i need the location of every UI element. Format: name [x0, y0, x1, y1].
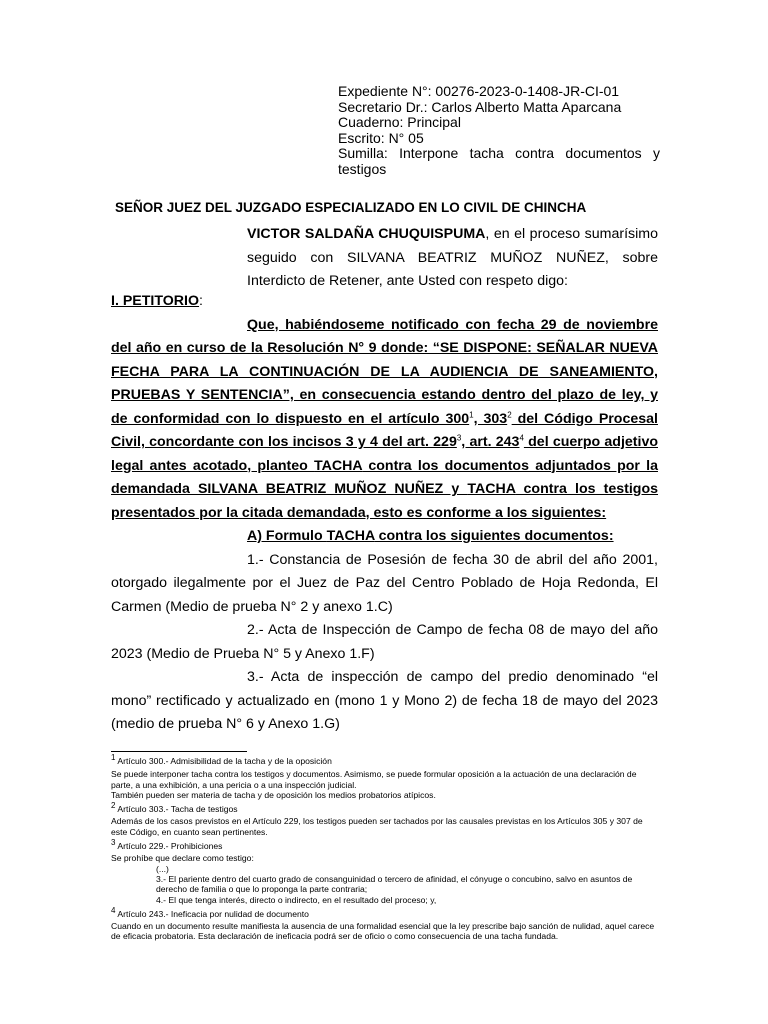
- footnote-3-title: [111, 838, 659, 852]
- footnote-number: 2: [111, 801, 116, 811]
- footnote-3-item-4: 4.- El que tenga interés, directo o indirecto, en el resultado del proceso; y,: [156, 894, 437, 905]
- footnote-number: 3: [111, 838, 116, 848]
- intro-text: , en el proceso sumarísimo seguido con SILVANA BEATRIZ MUÑOZ NUÑEZ, sobre Interdicto de Retener, ante Usted con respeto digo:: [247, 226, 658, 289]
- footnote-1-text-2: También pueden ser materia de tacha y de oposición los medios probatorios atípicos.: [111, 789, 436, 800]
- case-header: [338, 84, 660, 178]
- petitorio-paragraph: [111, 314, 658, 526]
- footnote-4-text: Cuando en un documento resulte manifiesta la ausencia de una formalidad esencial que la ley prescribe bajo sanción de nulidad, aquel carece de eficacia probatoria. Esta declaración de ineficacia podrá ser de oficio o como consecuencia de una tacha fundada.: [111, 921, 655, 942]
- petitorio-text-2: , 303: [473, 410, 508, 427]
- footnote-4-title: [111, 906, 659, 919]
- petitorio-section: [111, 290, 658, 737]
- escrito-line: Escrito: N° 05: [338, 129, 424, 146]
- footnote-number: 1: [111, 753, 116, 763]
- tacha-keyword: TACHA: [314, 457, 363, 474]
- footnote-number: 4: [111, 906, 116, 915]
- footnote-2-text: Además de los casos previstos en el Artículo 229, los testigos pueden ser tachados por las causales previstas en los Artículos 305 y 307 de este Código, en cuanto sean pertinentes.: [111, 816, 643, 837]
- footnote-ref-4: 4: [519, 433, 524, 443]
- footnote-title-text: Artículo 300.- Admisibilidad de la tacha y de la oposición: [115, 756, 332, 766]
- document-item-1: 1.- Constancia de Posesión de fecha 30 de abril del año 2001, otorgado ilegalmente por el Juez de Paz del Centro Poblado de Hoja Redonda, El Carmen (Medio de prueba N° 2 y anexo 1.C): [111, 551, 658, 615]
- court-addressee: SEÑOR JUEZ DEL JUZGADO ESPECIALIZADO EN LO CIVIL DE CHINCHA: [115, 200, 587, 215]
- footnote-separator: [111, 751, 247, 752]
- sumilla-line: Sumilla: Interpone tacha contra documentos y testigos: [338, 145, 660, 177]
- document-item-2: 2.- Acta de Inspección de Campo de fecha 08 de mayo del año 2023 (Medio de Prueba N° 5 y Anexo 1.F): [111, 622, 658, 662]
- footnote-ref-1: 1: [469, 409, 474, 419]
- section-a-prefix: A) Formulo: [247, 528, 327, 544]
- footnote-ref-2: 2: [507, 409, 512, 419]
- cuaderno-line: Cuaderno: Principal: [338, 114, 461, 131]
- petitorio-text-4: , art. 243: [461, 434, 520, 450]
- section-a-suffix: contra los siguientes documentos:: [374, 528, 614, 544]
- petitorio-heading-line: [111, 290, 658, 314]
- document-item-3: 3.- Acta de inspección de campo del predio denominado “el mono” rectificado y actualizado en (mono 1 y Mono 2) de fecha 18 de mayo del 2023 (medio de prueba N° 6 y Anexo 1.G): [111, 669, 658, 732]
- tacha-keyword: TACHA: [326, 528, 375, 544]
- petitorio-text-5: del cuerpo adjetivo legal antes acotado, planteo: [111, 434, 658, 474]
- tacha-keyword: TACHA: [467, 481, 516, 497]
- intro-paragraph: [247, 223, 658, 294]
- footnote-title-text: Artículo 303.- Tacha de testigos: [115, 804, 238, 815]
- footnote-1-title: [111, 753, 659, 766]
- petitorio-text-6: contra los documentos adjuntados por la demandada SILVANA BEATRIZ MUÑOZ NUÑEZ y: [111, 457, 658, 497]
- secretario-line: Secretario Dr.: Carlos Alberto Matta Aparcana: [338, 98, 622, 115]
- footnotes: [111, 753, 659, 942]
- petitorio-colon: :: [199, 293, 203, 309]
- plaintiff-name: VICTOR SALDAÑA CHUQUISPUMA: [247, 226, 486, 242]
- footnote-3-item-3: 3.- El pariente dentro del cuarto grado de consanguinidad o tercero de afinidad, el cónyuge o concubino, salvo en asuntos de derecho de familia o que lo proponga la parte contraria;: [156, 873, 633, 895]
- section-a-heading: [111, 525, 658, 549]
- footnote-1-text: Se puede interponer tacha contra los testigos y documentos. Asimismo, se puede formular oposición a la actuación de una declaración de parte, a una exhibición, a una pericia o a una inspección judicial.: [111, 769, 637, 790]
- footnote-title-text: Artículo 229.- Prohibiciones: [115, 841, 223, 852]
- footnote-title-text: Artículo 243.- Ineficacia por nulidad de documento: [115, 908, 309, 919]
- petitorio-text-3: del Código Procesal Civil, concordante con los incisos 3 y 4 del art. 229: [111, 410, 658, 450]
- footnote-2-title: [111, 801, 659, 815]
- footnote-3-text: Se prohíbe que declare como testigo:: [111, 853, 254, 864]
- petitorio-text-1: Que, habiéndoseme notificado con fecha 29 de noviembre del año en curso de la Resolución N° 9 donde: “SE DISPONE: SEÑALAR NUEVA FECHA PARA LA CONTINUACIÓN DE LA AUDIENCIA DE SANEAMIENTO, PRUEBAS Y SENTENCIA”, en consecuencia estando dentro del plazo de ley, y de conformidad con lo dispuesto en el artículo 300: [111, 316, 658, 427]
- petitorio-heading: I. PETITORIO: [111, 293, 200, 309]
- petitorio-text-7: contra los testigos presentados por la citada demandada, esto es conforme a los siguientes:: [111, 481, 659, 521]
- expediente-line: Expediente N°: 00276-2023-0-1408-JR-CI-01: [338, 83, 620, 99]
- footnote-ref-3: 3: [456, 433, 462, 443]
- footnote-3-ellipsis: (...): [156, 863, 169, 874]
